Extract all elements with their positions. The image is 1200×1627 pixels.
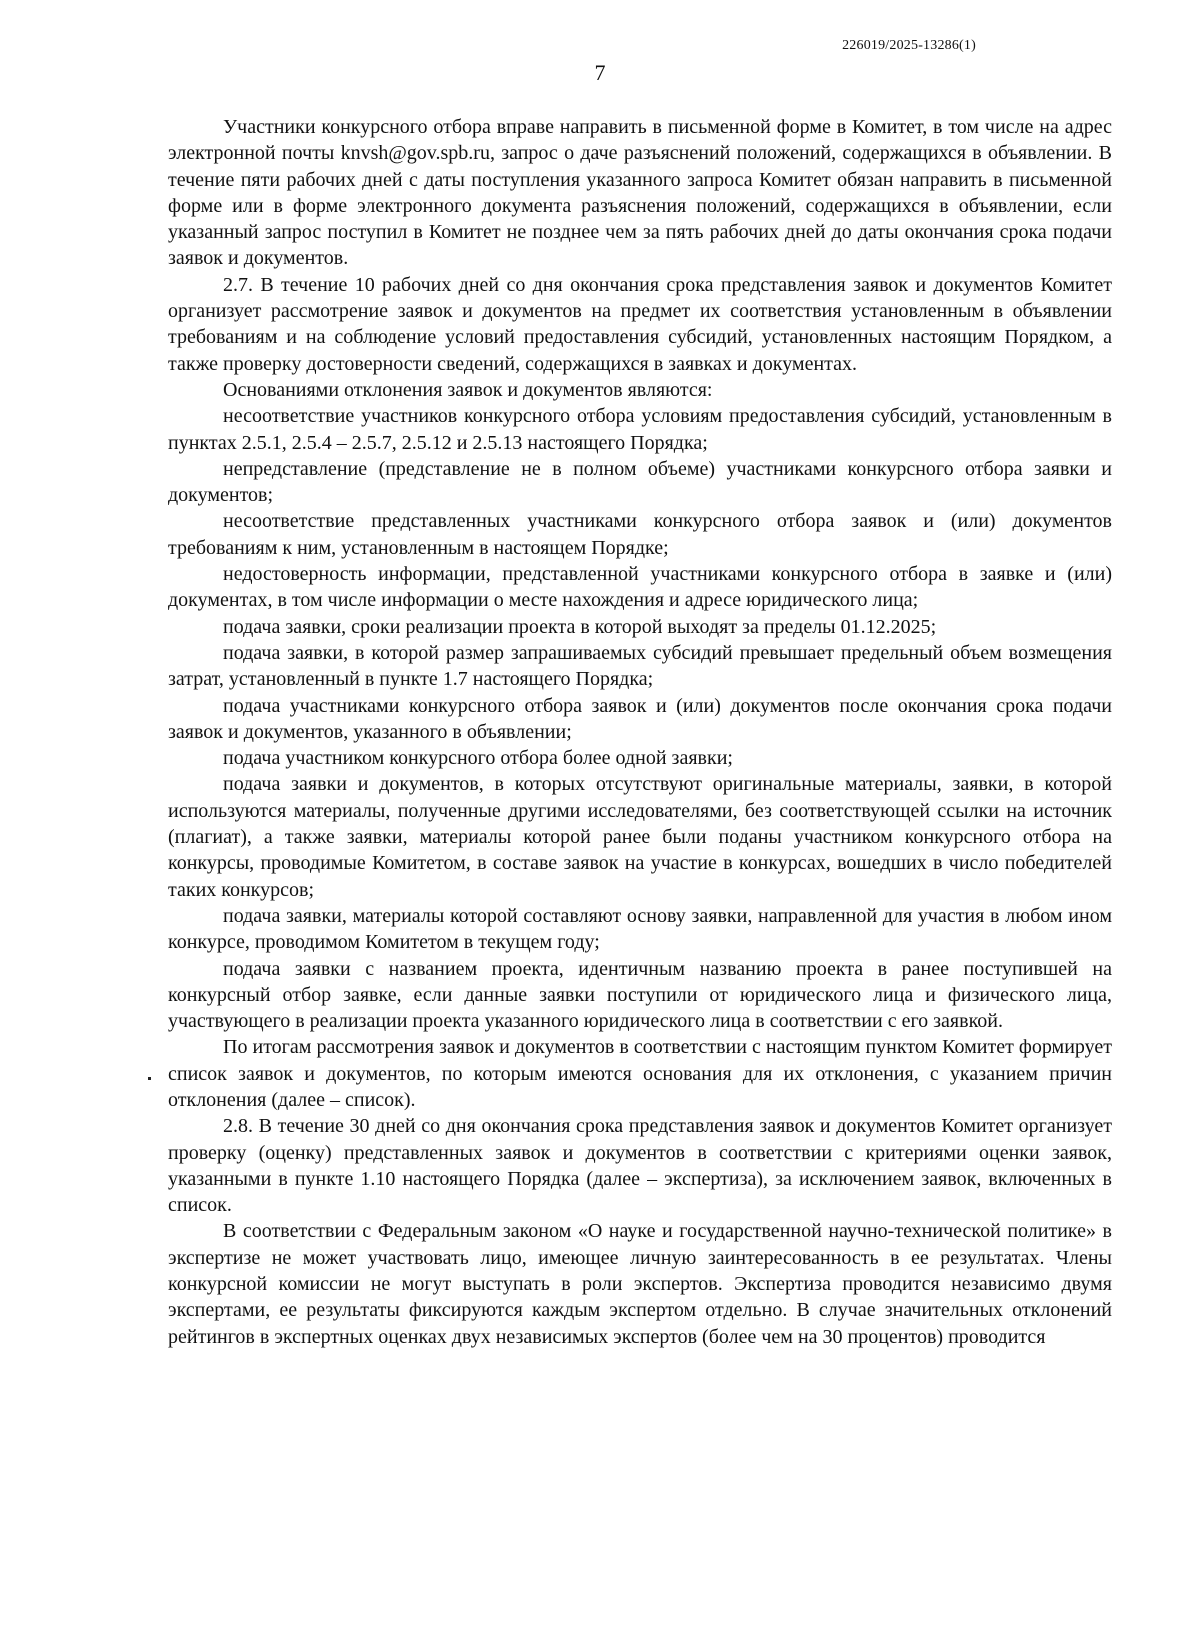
document-registration-number: 226019/2025-13286(1) — [842, 38, 976, 53]
list-item-multiple-applications: подача участником конкурсного отбора более одной заявки; — [223, 747, 733, 770]
paragraph-2-8: 2.8. В течение 30 дней со дня окончания срока представления заявок и документов Комитет организует проверку (оценку) представленных заявок и документов в соответствии с критериями оценки заявок, указанными в пункте 1.10 настоящего Порядка (далее – экспертиза), за исключением заявок, включенных в список. — [168, 1115, 1112, 1217]
paragraph-rejection-grounds-intro: Основаниями отклонения заявок и документов являются: — [223, 378, 713, 401]
list-item-plagiarism: подача заявки и документов, в которых отсутствуют оригинальные материалы, заявки, в которой используются материалы, полученные другими исследователями, без соответствующей ссылки на источник (плагиат), а также заявки, материалы которой ранее были поданы участником конкурсного отбора на конкурсы, проводимые Комитетом, в составе заявок на участие в конкурсах, вошедших в число победителей таких конкурсов; — [168, 773, 1112, 901]
list-item-duplicate-materials: подача заявки, материалы которой составляют основу заявки, направленной для участия в любом ином конкурсе, проводимом Комитетом в текущем году; — [168, 904, 1112, 954]
list-item-non-submission: непредставление (представление не в полном объеме) участниками конкурсного отбора заявки и документов; — [168, 457, 1112, 507]
page-number: 7 — [594, 60, 606, 85]
document-body — [168, 114, 1112, 1350]
list-item-subsidy-limit-exceeded: подача заявки, в которой размер запрашиваемых субсидий превышает предельный объем возмещения затрат, установленный в пункте 1.7 настоящего Порядка; — [168, 641, 1112, 691]
list-item-inaccurate-information: недостоверность информации, представленной участниками конкурсного отбора в заявке и (или) документах, в том числе информации о месте нахождения и адресе юридического лица; — [168, 563, 1112, 612]
paragraph-clarification-request: Участники конкурсного отбора вправе направить в письменной форме в Комитет, в том числе на адрес электронной почты knvsh@gov.spb.ru, запрос о даче разъяснений положений, содержащихся в объявлении. В течение пяти рабочих дней с даты поступления указанного запроса Комитет обязан направить в письменной форме или в форме электронного документа разъяснения положений, содержащихся в объявлении, если указанный запрос поступил в Комитет не позднее чем за пять рабочих дней до даты окончания срока подачи заявок и документов. — [168, 116, 1112, 270]
list-item-identical-project-title: подача заявки с названием проекта, идентичным названию проекта в ранее поступившей на конкурсный отбор заявке, если данные заявки поступили от юридического лица и физического лица, участвующего в реализации проекта указанного юридического лица в соответствии с его заявкой. — [168, 957, 1112, 1033]
paragraph-rejection-list: По итогам рассмотрения заявок и документов в соответствии с настоящим пунктом Комитет формирует список заявок и документов, по которым имеются основания для их отклонения, с указанием причин отклонения (далее – список). — [168, 1036, 1112, 1111]
scan-speck — [148, 1077, 151, 1080]
paragraph-expertise-rules: В соответствии с Федеральным законом «О науке и государственной научно-технической политике» в экспертизе не может участвовать лицо, имеющее личную заинтересованность в ее результатах. Члены конкурсной комиссии не могут выступать в роли экспертов. Экспертиза проводится независимо двумя экспертами, ее результаты фиксируются каждым экспертом отдельно. В случае значительных отклонений рейтингов в экспертных оценках двух независимых экспертов (более чем на 30 процентов) проводится — [168, 1220, 1112, 1348]
paragraph-2-7: 2.7. В течение 10 рабочих дней со дня окончания срока представления заявок и документов Комитет организует рассмотрение заявок и документов на предмет их соответствия установленным в объявлении требованиям и на соблюдение условий предоставления субсидий, установленных настоящим Порядком, а также проверку достоверности сведений, содержащихся в заявках и документах. — [168, 273, 1112, 375]
list-item-conditions-mismatch: несоответствие участников конкурсного отбора условиям предоставления субсидий, установленным в пунктах 2.5.1, 2.5.4 – 2.5.7, 2.5.12 и 2.5.13 настоящего Порядка; — [168, 405, 1112, 454]
list-item-late-submission: подача участниками конкурсного отбора заявок и (или) документов после окончания срока подачи заявок и документов, указанного в объявлении; — [168, 694, 1112, 743]
list-item-requirements-mismatch: несоответствие представленных участниками конкурсного отбора заявок и (или) документов требованиям к ним, установленным в настоящем Порядке; — [168, 510, 1112, 559]
list-item-deadline-exceeded: подача заявки, сроки реализации проекта в которой выходят за пределы 01.12.2025; — [223, 615, 937, 638]
